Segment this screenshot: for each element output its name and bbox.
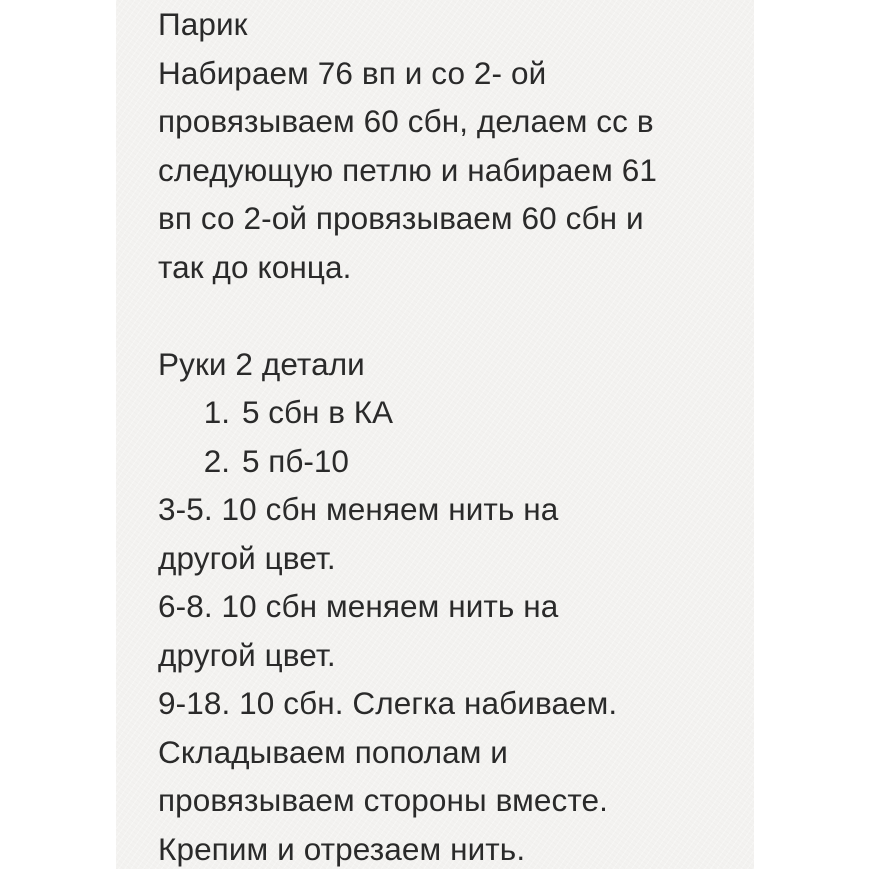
wig-line: провязываем 60 сбн, делаем сс в	[158, 103, 654, 139]
note-text	[158, 0, 748, 869]
arms-line: Крепим и отрезаем нить.	[158, 830, 526, 867]
arms-line: 6-8. 10 сбн меняем нить на	[158, 588, 559, 624]
wig-line: так до конца.	[158, 248, 352, 285]
arms-title: Руки 2 детали	[158, 345, 365, 382]
list-item	[158, 388, 748, 437]
arms-line: провязываем стороны вместе.	[158, 782, 608, 818]
list-number: 1.	[203, 394, 230, 430]
list-item	[158, 437, 748, 486]
arms-line: 3-5. 10 сбн меняем нить на	[158, 491, 559, 527]
wig-line: вп со 2-ой провязываем 60 сбн и	[158, 200, 644, 236]
list-text: 5 пб-10	[242, 442, 349, 479]
arms-line: 9-18. 10 сбн. Слегка набиваем.	[158, 685, 618, 721]
list-text: 5 сбн в КА	[242, 394, 394, 430]
spacer	[158, 291, 748, 340]
arms-line: другой цвет.	[158, 539, 336, 576]
list-number: 2.	[203, 442, 230, 479]
wig-line: Набираем 76 вп и со 2- ой	[158, 54, 547, 91]
arms-line: другой цвет.	[158, 636, 336, 673]
arms-line: Складываем пополам и	[158, 733, 508, 770]
wig-line: следующую петлю и набираем 61	[158, 151, 657, 188]
wig-title: Парик	[158, 6, 248, 42]
